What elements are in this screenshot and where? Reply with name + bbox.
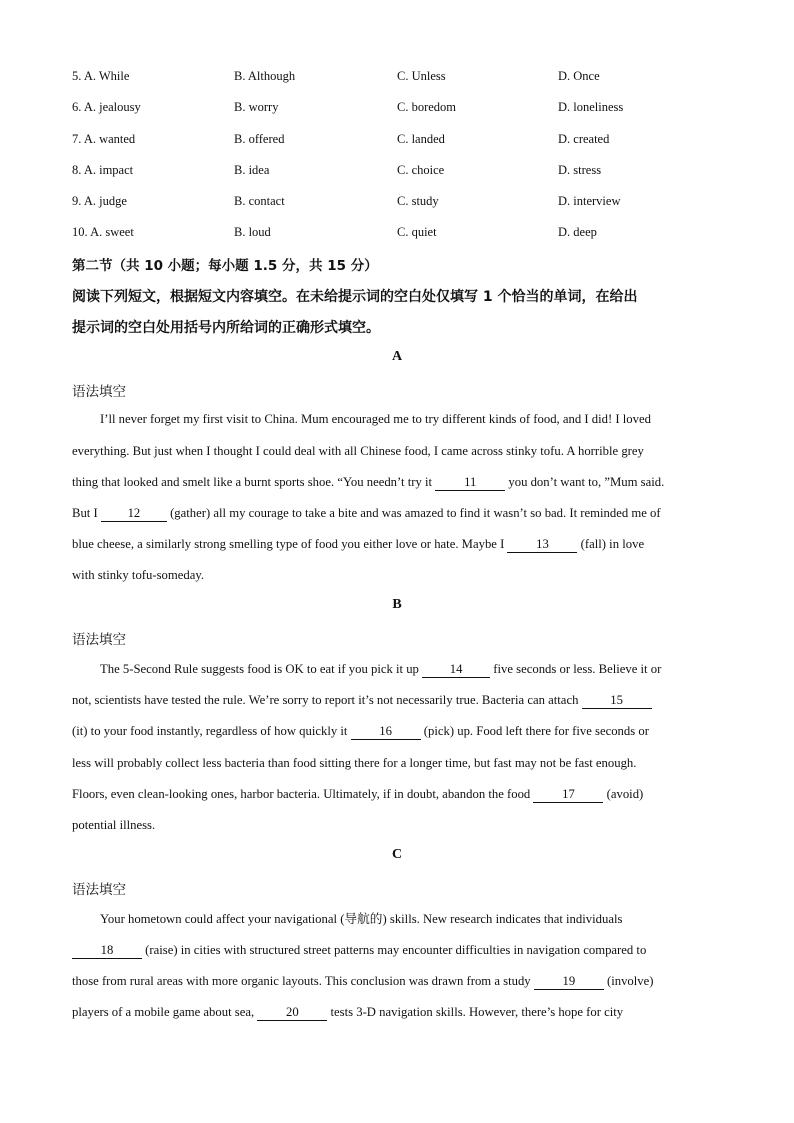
passage-label: 语法填空 [72,882,126,898]
passage-label: 语法填空 [72,632,126,648]
answer-blank[interactable]: 15 [582,693,652,709]
option-row [0,66,794,86]
answer-blank[interactable]: 18 [72,943,142,959]
option-d: D. deep [558,225,597,239]
option-a: 5. A. While [72,69,130,83]
option-c: C. study [397,194,439,208]
answer-blank[interactable]: 17 [533,787,603,803]
option-c: C. boredom [397,100,457,114]
answer-blank[interactable]: 14 [422,662,490,678]
passage-line: (it) to your food instantly, regardless of how quickly it 16 (pick) up. Food left there for five seconds or [72,724,649,738]
option-row [0,97,794,117]
option-b: B. loud [234,225,271,239]
answer-blank[interactable]: 12 [101,506,167,522]
passage-line: not, scientists have tested the rule. We’re sorry to report it’s not necessarily true. Bacteria can attach 15 [72,690,720,710]
option-d: D. stress [558,163,602,177]
passage-line: 18 (raise) in cities with structured street patterns may encounter difficulties in navigation compared to [72,940,720,960]
option-d: D. interview [558,194,621,208]
option-c: C. quiet [397,225,437,239]
option-a: 8. A. impact [72,163,134,177]
passage-line: The 5-Second Rule suggests food is OK to eat if you pick it up 14 five seconds or less. Believe it or [100,662,662,676]
option-c: C. landed [397,132,445,146]
option-row [0,191,794,211]
option-a: 6. A. jealousy [72,100,141,114]
passage-line: But I 12 (gather) all my courage to take a bite and was amazed to find it wasn’t so bad. It reminded me of [72,506,661,520]
passage-line: Floors, even clean-looking ones, harbor bacteria. Ultimately, if in doubt, abandon the food 17 (avoid) [72,787,644,801]
answer-blank[interactable]: 13 [507,537,577,553]
passage-line: with stinky tofu-someday. [72,568,205,582]
passage-letter: C [391,847,403,862]
passage-line: players of a mobile game about sea, 20 tests 3-D navigation skills. However, there’s hope for city [72,1005,624,1019]
answer-blank[interactable]: 11 [435,475,505,491]
option-a: 9. A. judge [72,194,127,208]
option-a: 7. A. wanted [72,132,136,146]
answer-blank[interactable]: 16 [351,724,421,740]
passage-line: Your hometown could affect your navigational (导航的) skills. New research indicates that individuals [100,912,623,926]
option-b: B. Although [234,69,296,83]
passage-line: I’ll never forget my first visit to China. Mum encouraged me to try different kinds of food, and I did! I loved [100,412,651,426]
option-c: C. Unless [397,69,446,83]
option-c: C. choice [397,163,445,177]
answer-blank[interactable]: 19 [534,974,604,990]
passage-line: thing that looked and smelt like a burnt sports shoe. “You needn’t try it 11 you don’t want to, ”Mum said. [72,475,665,489]
option-b: B. offered [234,132,285,146]
option-d: D. loneliness [558,100,624,114]
option-b: B. worry [234,100,279,114]
passage-line: those from rural areas with more organic layouts. This conclusion was drawn from a study 19 (involve) [72,974,654,988]
passage-letter: B [392,597,402,612]
passage-line: potential illness. [72,818,156,832]
instruction-line: 提示词的空白处用括号内所给词的正确形式填空。 [72,320,380,336]
section-heading: 第二节（共 10 小题；每小题 1.5 分，共 15 分） [72,258,378,274]
passage-label: 语法填空 [72,384,126,400]
passage-line: less will probably collect less bacteria than food sitting there for a longer time, but fast may not be fast enough. [72,756,637,770]
passage-line: blue cheese, a similarly strong smelling type of food you either love or hate. Maybe I 13 (fall) in love [72,537,645,551]
option-row [0,160,794,180]
answer-blank[interactable]: 20 [257,1005,327,1021]
option-b: B. contact [234,194,285,208]
passage-line: everything. But just when I thought I could deal with all Chinese food, I came across stinky tofu. A horrible grey [72,444,644,458]
option-a: 10. A. sweet [72,225,134,239]
option-row [0,222,794,242]
instruction-line: 阅读下列短文，根据短文内容填空。在未给提示词的空白处仅填写 1 个恰当的单词，在给出 [72,289,638,305]
passage-letter: A [391,349,403,364]
option-row [0,129,794,149]
option-d: D. Once [558,69,600,83]
option-d: D. created [558,132,610,146]
option-b: B. idea [234,163,270,177]
